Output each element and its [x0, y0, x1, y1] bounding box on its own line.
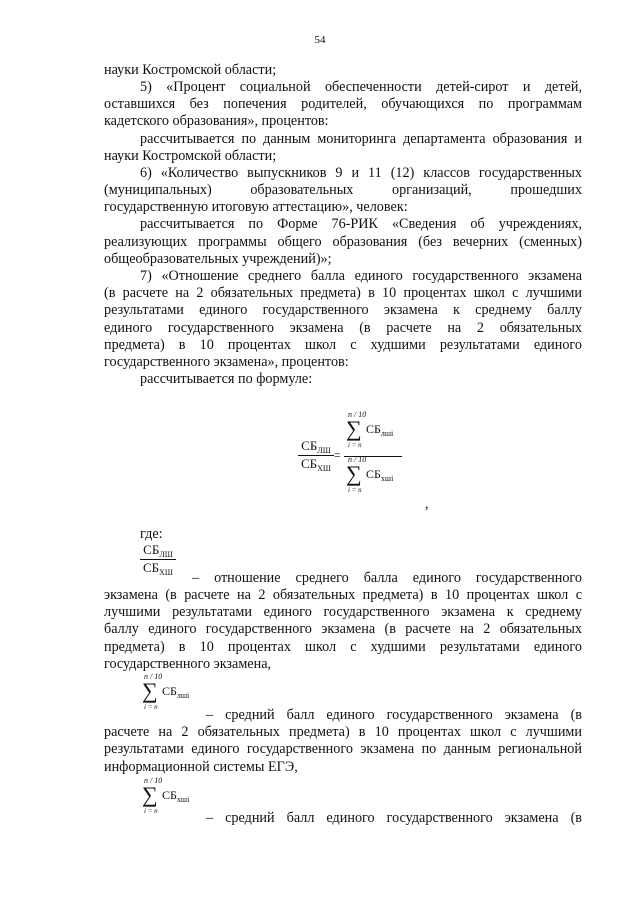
text-line: реализующих программы общего образования (без вечерних (сменных) — [104, 234, 582, 250]
page-number: 54 — [314, 34, 326, 46]
definition-line: расчете на 2 обязательных предмета) в 10 процентах школ с лучшими — [104, 724, 582, 740]
formula-comma: , — [425, 496, 429, 512]
definition-line: результатами единого государственного экзамена по данным региональной — [104, 741, 582, 757]
sum-best-schools: n / 10 ∑ $СБ_{лшi}$ i = n — [142, 672, 190, 711]
text-line: результатами единого государственного экзамена к среднему баллу — [104, 302, 582, 318]
text-line: рассчитывается по формуле: — [140, 371, 313, 387]
text-line: рассчитывается по данным мониторинга департамента образования и — [140, 131, 582, 147]
definition-line: – средний балл единого государственного экзамена (в — [206, 810, 582, 826]
definition-line: государственного экзамена, — [104, 656, 272, 672]
text-line: науки Костромской области; — [104, 62, 277, 78]
text-line: (в расчете на 2 обязательных предмета) в 10 процентах школ с лучшими — [104, 285, 582, 301]
text-line: кадетского образования», процентов: — [104, 113, 329, 129]
text-line: рассчитывается по Форме 76-РИК «Сведения об учреждениях, — [140, 216, 582, 232]
definition-line: – средний балл единого государственного экзамена (в — [206, 707, 582, 723]
sum-worst-schools: n / 10 ∑ $СБ_{хшi}$ i = n — [142, 776, 190, 815]
text-line: науки Костромской области; — [104, 148, 277, 164]
text-line: общеобразовательных учреждений)»; — [104, 251, 332, 267]
definition-line: баллу единого государственного экзамена (в расчете на 2 обязательных — [104, 621, 582, 637]
text-line: единого государственного экзамена (в расчете на 2 обязательных — [104, 320, 582, 336]
sum-denominator: n / 10 ∑ $СБ_{хшi}$ i = n — [346, 455, 394, 494]
definition-line: лучшими результатами единого государственного экзамена к среднему — [104, 604, 582, 620]
text-line: оставшихся без попечения родителей, обучающихся по программам — [104, 96, 582, 112]
definition-line: – отношение среднего балла единого государственного — [192, 570, 582, 586]
text-line: (муниципальных) образовательных организаций, прошедших — [104, 182, 582, 198]
where-label: где: — [140, 526, 163, 542]
definition-ratio: $СБ_{ЛШ}$ $СБ_{ХШ}$ — [140, 542, 176, 577]
definition-line: экзамена (в расчете на 2 обязательных предмета) в 10 процентах школ с — [104, 587, 582, 603]
definition-line: информационной системы ЕГЭ, — [104, 759, 298, 775]
definition-line: предмета) в 10 процентах школ с худшими результатами единого — [104, 639, 582, 655]
formula-ratio: $СБ_{ЛШ}$ $СБ_{ХШ}$ — [298, 438, 334, 473]
text-line: 6) «Количество выпускников 9 и 11 (12) классов государственных — [140, 165, 582, 181]
text-line: государственного экзамена», процентов: — [104, 354, 349, 370]
sum-numerator: n / 10 ∑ $СБ_{лшi}$ i = n — [346, 410, 394, 449]
equals-sign: = — [334, 448, 341, 462]
text-line: предмета) в 10 процентах школ с худшими результатами единого — [104, 337, 582, 353]
text-line: 5) «Процент социальной обеспеченности детей-сирот и детей, — [140, 79, 582, 95]
text-line: государственную итоговую аттестацию», человек: — [104, 199, 408, 215]
text-line: 7) «Отношение среднего балла единого государственного экзамена — [140, 268, 582, 284]
